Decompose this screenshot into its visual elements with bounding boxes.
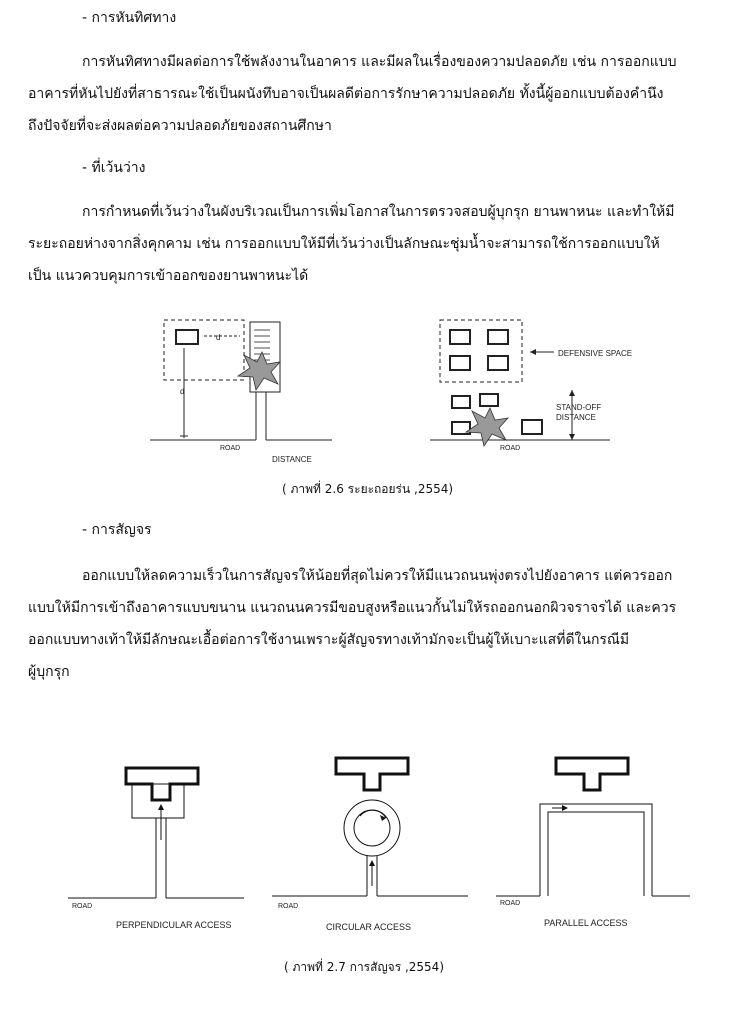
standoff-distance-label: DISTANCE: [556, 413, 596, 422]
paragraph-line: ออกแบบทางเท้าให้มีลักษณะเอื้อต่อการใช้งานเพราะผู้สัญจรทางเท้ามักจะเป็นผู้ให้เบาะแสที่ดีในกรณีมี: [28, 632, 630, 648]
paragraph-line: ผู้บุกรุก: [28, 664, 70, 680]
figure-2-6-caption: ( ภาพที่ 2.6 ระยะถอยร่น ,2554): [282, 482, 454, 496]
figure-2-7-caption: ( ภาพที่ 2.7 การสัญจร ,2554): [284, 960, 445, 974]
parallel-access-label: PARALLEL ACCESS: [544, 918, 628, 928]
road-label: ROAD: [500, 900, 521, 907]
circular-access-label: CIRCULAR ACCESS: [326, 922, 412, 932]
defensive-space-label: DEFENSIVE SPACE: [558, 349, 633, 358]
standoff-label: STAND-OFF: [556, 403, 602, 412]
paragraph-line: อาคารที่หันไปยังที่สาธารณะใช้เป็นผนังทึบอาจเป็นผลดีต่อการรักษาความปลอดภัย ทั้งนี้ผู้ออกแบบต้องคำนึง: [28, 86, 664, 102]
paragraph-line: ระยะถอยห่างจากสิ่งคุกคาม เช่น การออกแบบให้มีที่เว้นว่างเป็นลักษณะชุ่มน้ำจะสามารถใช้การออกแบบให้: [28, 236, 660, 252]
road-label: ROAD: [220, 445, 241, 452]
d-vertical-label: d: [180, 387, 185, 396]
road-label: ROAD: [500, 445, 521, 452]
paragraph-line: การหันทิศทางมีผลต่อการใช้พลังงานในอาคาร และมีผลในเรื่องของความปลอดภัย เช่น การออกแบบ: [82, 54, 677, 70]
d-horizontal-label: d: [216, 333, 221, 342]
heading-open-space: - ที่เว้นว่าง: [82, 160, 146, 176]
road-label: ROAD: [72, 903, 93, 910]
t-building-shape: [556, 758, 628, 790]
paragraph-line: ถึงปัจจัยที่จะส่งผลต่อความปลอดภัยของสถานศึกษา: [28, 118, 332, 134]
distance-label: DISTANCE: [272, 455, 312, 464]
road-label: ROAD: [278, 903, 299, 910]
t-building-shape: [336, 758, 408, 790]
paragraph-line: ออกแบบให้ลดความเร็วในการสัญจรให้น้อยที่สุดไม่ควรให้มีแนวถนนพุ่งตรงไปยังอาคาร แต่ควรออก: [82, 568, 673, 584]
paragraph-line: เป็น แนวควบคุมการเข้าออกของยานพาหนะได้: [28, 268, 309, 284]
heading-orientation: - การหันทิศทาง: [82, 10, 177, 26]
paragraph-line: แบบให้มีการเข้าถึงอาคารแบบขนาน แนวถนนควรมีขอบสูงหรือแนวกั้นไม่ให้รถออกนอกผิวจราจรได้ และควร: [28, 600, 677, 616]
paragraph-line: การกำหนดที่เว้นว่างในผังบริเวณเป็นการเพิ่มโอกาสในการตรวจสอบผู้บุกรุก ยานพาหนะ และทำให้มี: [82, 204, 675, 220]
heading-traffic: - การสัญจร: [82, 522, 152, 538]
perpendicular-access-label: PERPENDICULAR ACCESS: [116, 920, 232, 930]
